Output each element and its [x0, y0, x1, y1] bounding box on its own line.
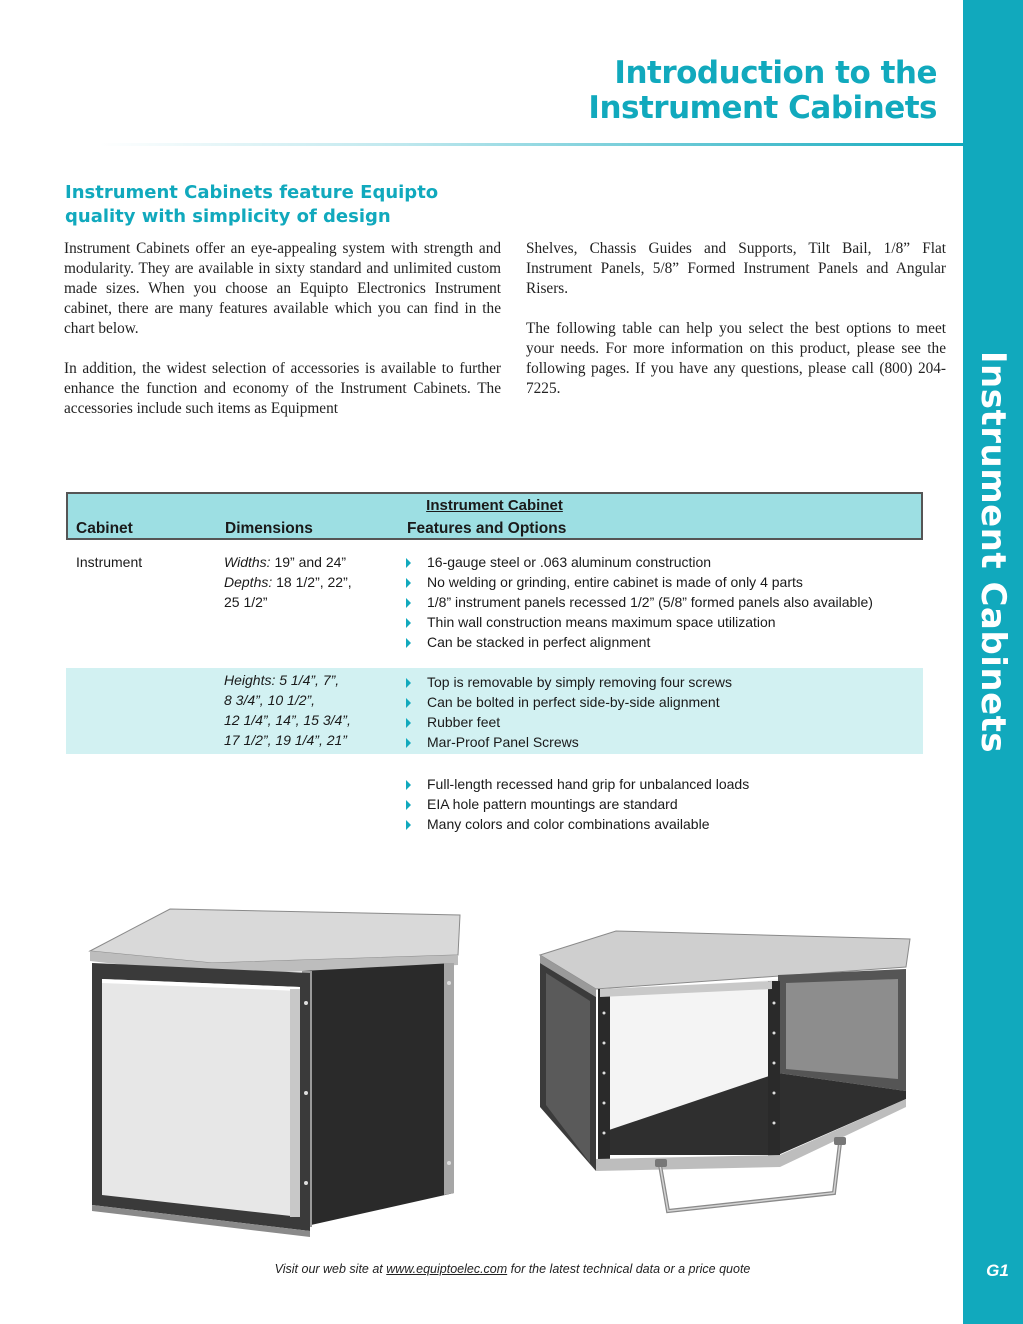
- dimensions-cell: [224, 670, 351, 750]
- intro-right-column: [526, 239, 946, 419]
- feature-text: Many colors and color combinations available: [427, 816, 710, 832]
- feature-text: Can be stacked in perfect alignment: [427, 634, 651, 650]
- features-list-2: [406, 672, 732, 752]
- triangle-right-icon: [406, 638, 411, 648]
- dims-heights-line: 8 3/4”, 10 1/2”,: [224, 692, 316, 708]
- intro-paragraph: In addition, the widest selection of accessories is available to further enhance the function and economy of the Instrument Cabinets. The accessories include such items as Equipment: [64, 360, 501, 417]
- footer-prefix: Visit our web site at: [274, 1262, 387, 1276]
- website-link[interactable]: www.equiptoelec.com: [386, 1262, 508, 1276]
- dims-depths-label: Depths:: [224, 574, 273, 590]
- table-title: Instrument Cabinet: [426, 497, 563, 514]
- triangle-right-icon: [406, 618, 411, 628]
- dims-depths-cont: 25 1/2”: [224, 594, 268, 610]
- triangle-right-icon: [406, 800, 411, 810]
- triangle-right-icon: [406, 738, 411, 748]
- page-title-line2: Instrument Cabinets: [588, 90, 937, 126]
- feature-text: No welding or grinding, entire cabinet is made of only 4 parts: [427, 574, 803, 590]
- feature-item: [406, 672, 732, 692]
- feature-text: 16-gauge steel or .063 aluminum construction: [427, 554, 712, 570]
- cabinet-closed-photo: [62, 893, 472, 1238]
- dims-depths-value: 18 1/2”, 22”,: [272, 574, 352, 590]
- feature-item: [406, 692, 732, 712]
- dims-widths-label: Widths:: [224, 554, 271, 570]
- feature-item: [406, 732, 732, 752]
- title-divider: [100, 143, 963, 146]
- triangle-right-icon: [406, 558, 411, 568]
- feature-text: Mar-Proof Panel Screws: [427, 734, 579, 750]
- triangle-right-icon: [406, 718, 411, 728]
- dims-depths: [224, 572, 352, 592]
- features-list-3: [406, 774, 749, 834]
- page-title-line1: Introduction to the: [614, 55, 937, 91]
- intro-paragraph: The following table can help you select the best options to meet your needs. For more information on this product, please see the following pages. If you have any questions, please call (800) 204-7225.: [526, 320, 946, 397]
- dims-heights-line: 12 1/4”, 14”, 15 3/4”,: [224, 712, 351, 728]
- cabinet-open-photo: [518, 893, 930, 1238]
- triangle-right-icon: [406, 698, 411, 708]
- dims-widths: [224, 552, 352, 572]
- footer-suffix: for the latest technical data or a price quote: [507, 1262, 751, 1276]
- page-title: [588, 56, 937, 126]
- triangle-right-icon: [406, 598, 411, 608]
- feature-item: [406, 592, 873, 612]
- features-list-1: [406, 552, 873, 652]
- feature-text: Can be bolted in perfect side-by-side alignment: [427, 694, 720, 710]
- section-heading-line1: Instrument Cabinets feature Equipto: [65, 182, 439, 203]
- intro-left-column: [64, 239, 501, 439]
- intro-paragraph: Shelves, Chassis Guides and Supports, Tilt Bail, 1/8” Flat Instrument Panels, 5/8” Formed Instrument Panels and Angular Risers.: [526, 240, 946, 297]
- dims-widths-value: 19” and 24”: [270, 554, 347, 570]
- triangle-right-icon: [406, 578, 411, 588]
- column-header-dimensions: Dimensions: [225, 520, 313, 537]
- feature-text: Top is removable by simply removing four screws: [427, 674, 732, 690]
- cabinet-cell: Instrument: [76, 554, 143, 570]
- table-row: [66, 754, 923, 834]
- feature-item: [406, 794, 749, 814]
- feature-item: [406, 712, 732, 732]
- feature-text: Thin wall construction means maximum space utilization: [427, 614, 776, 630]
- feature-text: EIA hole pattern mountings are standard: [427, 796, 678, 812]
- feature-item: [406, 774, 749, 794]
- dims-heights-line: Heights: 5 1/4”, 7”,: [224, 672, 340, 688]
- feature-item: [406, 632, 873, 652]
- table-row: [66, 668, 923, 754]
- spec-table: [66, 492, 923, 834]
- column-header-features: Features and Options: [407, 520, 567, 537]
- feature-text: Full-length recessed hand grip for unbalanced loads: [427, 776, 750, 792]
- feature-item: [406, 572, 873, 592]
- feature-item: [406, 814, 749, 834]
- intro-paragraph: Instrument Cabinets offer an eye-appealing system with strength and modularity. They are available in sixty standard and unlimited custom made sizes. When you choose an Equipto Electronics Instrument cabinet, there are many features available which you can find in the chart below.: [64, 240, 501, 337]
- triangle-right-icon: [406, 780, 411, 790]
- page-number: G1: [986, 1261, 1009, 1280]
- feature-text: Rubber feet: [427, 714, 501, 730]
- table-header: [66, 492, 923, 540]
- side-tab-title: Instrument Cabinets: [973, 350, 1013, 754]
- feature-item: [406, 552, 873, 572]
- dims-heights-line: 17 1/2”, 19 1/4”, 21”: [224, 732, 347, 748]
- footer-note: [0, 1262, 1023, 1276]
- triangle-right-icon: [406, 820, 411, 830]
- section-heading: [65, 181, 438, 229]
- section-heading-line2: quality with simplicity of design: [65, 206, 391, 227]
- feature-item: [406, 612, 873, 632]
- dimensions-cell: [224, 552, 352, 612]
- feature-text: 1/8” instrument panels recessed 1/2” (5/8” formed panels also available): [427, 594, 873, 610]
- column-header-cabinet: Cabinet: [76, 520, 133, 537]
- table-row: [66, 540, 923, 668]
- triangle-right-icon: [406, 678, 411, 688]
